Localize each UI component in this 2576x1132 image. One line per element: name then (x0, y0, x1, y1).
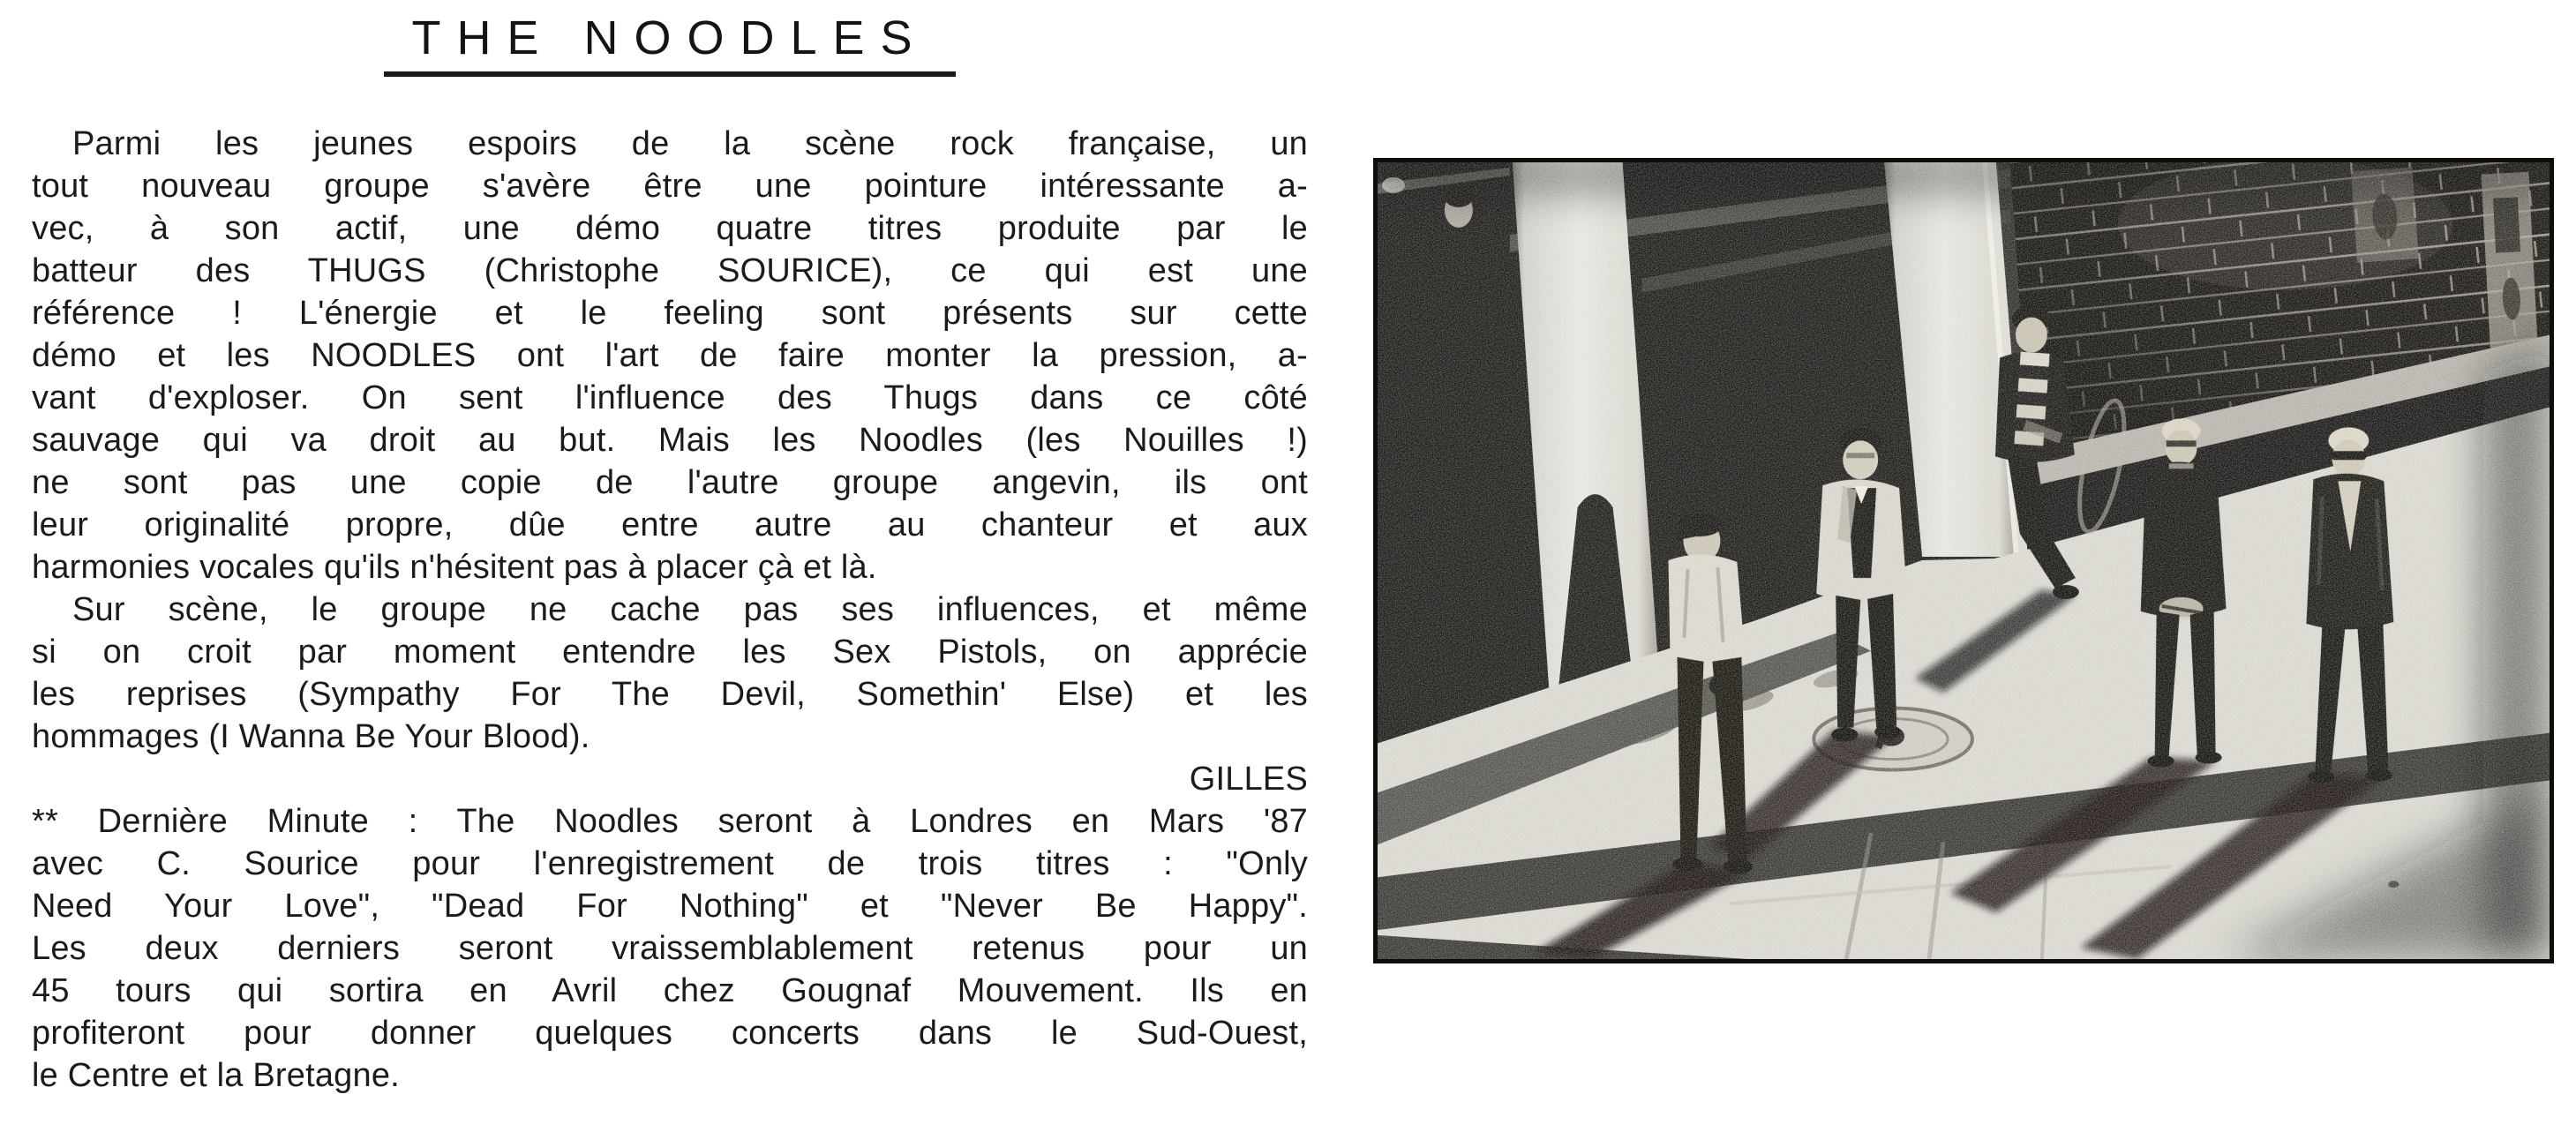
text-line: batteur des THUGS (Christophe SOURICE), ce qui est une (32, 252, 1308, 289)
text-line: harmonies vocales qu'ils n'hésitent pas à placer çà et là. (32, 549, 877, 586)
title-underline-rule (384, 71, 956, 77)
text-line: ** Dernière Minute : The Noodles seront à Londres en Mars '87 (32, 803, 1308, 840)
text-line: référence ! L'énergie et le feeling sont présents sur cette (32, 295, 1308, 332)
text-line: Parmi les jeunes espoirs de la scène rock française, un (72, 125, 1308, 162)
text-line: avec C. Sourice pour l'enregistrement de trois titres : "Only (32, 845, 1308, 882)
text-line: les reprises (Sympathy For The Devil, Somethin' Else) et les (32, 676, 1308, 713)
text-line: Les deux derniers seront vraissemblablement retenus pour un (32, 930, 1308, 967)
text-line: Need Your Love", "Dead For Nothing" et "Never Be Happy". (32, 888, 1308, 925)
text-line: leur originalité propre, dûe entre autre au chanteur et aux (32, 506, 1308, 544)
text-line: 45 tours qui sortira en Avril chez Gougnaf Mouvement. Ils en (32, 972, 1308, 1009)
text-line: vant d'exploser. On sent l'influence des Thugs dans ce côté (32, 379, 1308, 416)
text-line: démo et les NOODLES ont l'art de faire monter la pression, a- (32, 337, 1308, 374)
text-line: profiteront pour donner quelques concerts dans le Sud-Ouest, (32, 1015, 1308, 1052)
band-photo (1373, 158, 2554, 963)
text-line: le Centre et la Bretagne. (32, 1057, 400, 1094)
text-line: hommages (I Wanna Be Your Blood). (32, 718, 590, 755)
text-line: GILLES (1189, 761, 1308, 798)
photo-grain (1378, 162, 2550, 959)
band-photo-illustration (1378, 162, 2550, 959)
article-title-block (32, 11, 1308, 77)
text-line: tout nouveau groupe s'avère être une pointure intéressante a- (32, 168, 1308, 205)
text-line: si on croit par moment entendre les Sex Pistols, on apprécie (32, 633, 1308, 671)
text-line: ne sont pas une copie de l'autre groupe angevin, ils ont (32, 464, 1308, 501)
article-body (32, 123, 1308, 1097)
article-title: THE NOODLES (411, 11, 928, 64)
text-line: Sur scène, le groupe ne cache pas ses influences, et même (72, 591, 1308, 628)
text-line: sauvage qui va droit au but. Mais les Noodles (les Nouilles !) (32, 422, 1308, 459)
text-line: vec, à son actif, une démo quatre titres produite par le (32, 210, 1308, 247)
